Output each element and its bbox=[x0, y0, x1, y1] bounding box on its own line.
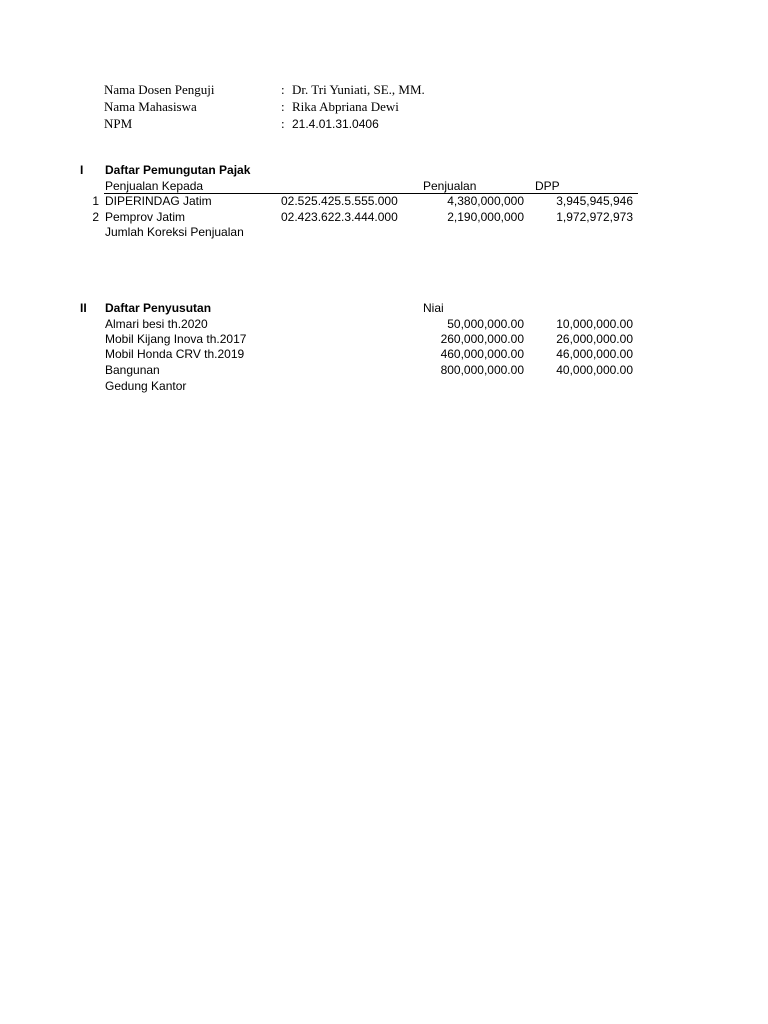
section2-title: Daftar Penyusutan bbox=[105, 301, 212, 315]
row-dpp: 1,972,972,973 bbox=[556, 210, 633, 224]
header-value-npm: 21.4.01.31.0406 bbox=[292, 117, 379, 131]
row-npwp: 02.423.622.3.444.000 bbox=[281, 210, 398, 224]
row-number: 2 bbox=[92, 210, 99, 224]
section1-footer: Jumlah Koreksi Penjualan bbox=[105, 225, 244, 239]
section1-number: I bbox=[80, 163, 84, 177]
header-label-dosen: Nama Dosen Penguji bbox=[104, 82, 215, 97]
row-depreciation: 10,000,000.00 bbox=[556, 317, 633, 331]
header-label-mahasiswa: Nama Mahasiswa bbox=[104, 99, 197, 114]
row-value: 800,000,000.00 bbox=[440, 363, 524, 377]
header-sep-npm: : bbox=[281, 116, 285, 131]
row-value: 460,000,000.00 bbox=[440, 347, 524, 361]
header-sep-mahasiswa: : bbox=[281, 99, 285, 114]
row-npwp: 02.525.425.5.555.000 bbox=[281, 194, 398, 208]
section2-col-value: Niai bbox=[423, 301, 444, 315]
section1-col-sales: Penjualan bbox=[423, 179, 477, 193]
section1-title: Daftar Pemungutan Pajak bbox=[105, 163, 251, 177]
row-sales: 4,380,000,000 bbox=[447, 194, 524, 208]
header-value-dosen: Dr. Tri Yuniati, SE., MM. bbox=[292, 82, 425, 97]
row-name: Pemprov Jatim bbox=[105, 210, 186, 224]
row-depreciation: 26,000,000.00 bbox=[556, 332, 633, 346]
row-name: DIPERINDAG Jatim bbox=[105, 194, 212, 208]
row-value: 50,000,000.00 bbox=[447, 317, 524, 331]
row-name: Gedung Kantor bbox=[105, 379, 187, 393]
row-name: Bangunan bbox=[105, 363, 160, 377]
section1-col-dpp: DPP bbox=[535, 179, 560, 193]
section1-col-name: Penjualan Kepada bbox=[105, 179, 204, 193]
row-number: 1 bbox=[92, 194, 99, 208]
row-name: Mobil Honda CRV th.2019 bbox=[105, 347, 245, 361]
row-name: Mobil Kijang Inova th.2017 bbox=[105, 332, 247, 346]
row-sales: 2,190,000,000 bbox=[447, 210, 524, 224]
row-name: Almari besi th.2020 bbox=[105, 317, 208, 331]
header-label-npm: NPM bbox=[104, 116, 133, 131]
row-value: 260,000,000.00 bbox=[440, 332, 524, 346]
header-sep-dosen: : bbox=[281, 82, 285, 97]
section2-number: II bbox=[80, 301, 87, 315]
row-depreciation: 46,000,000.00 bbox=[556, 347, 633, 361]
row-dpp: 3,945,945,946 bbox=[556, 194, 633, 208]
row-depreciation: 40,000,000.00 bbox=[556, 363, 633, 377]
header-value-mahasiswa: Rika Abpriana Dewi bbox=[292, 99, 399, 114]
